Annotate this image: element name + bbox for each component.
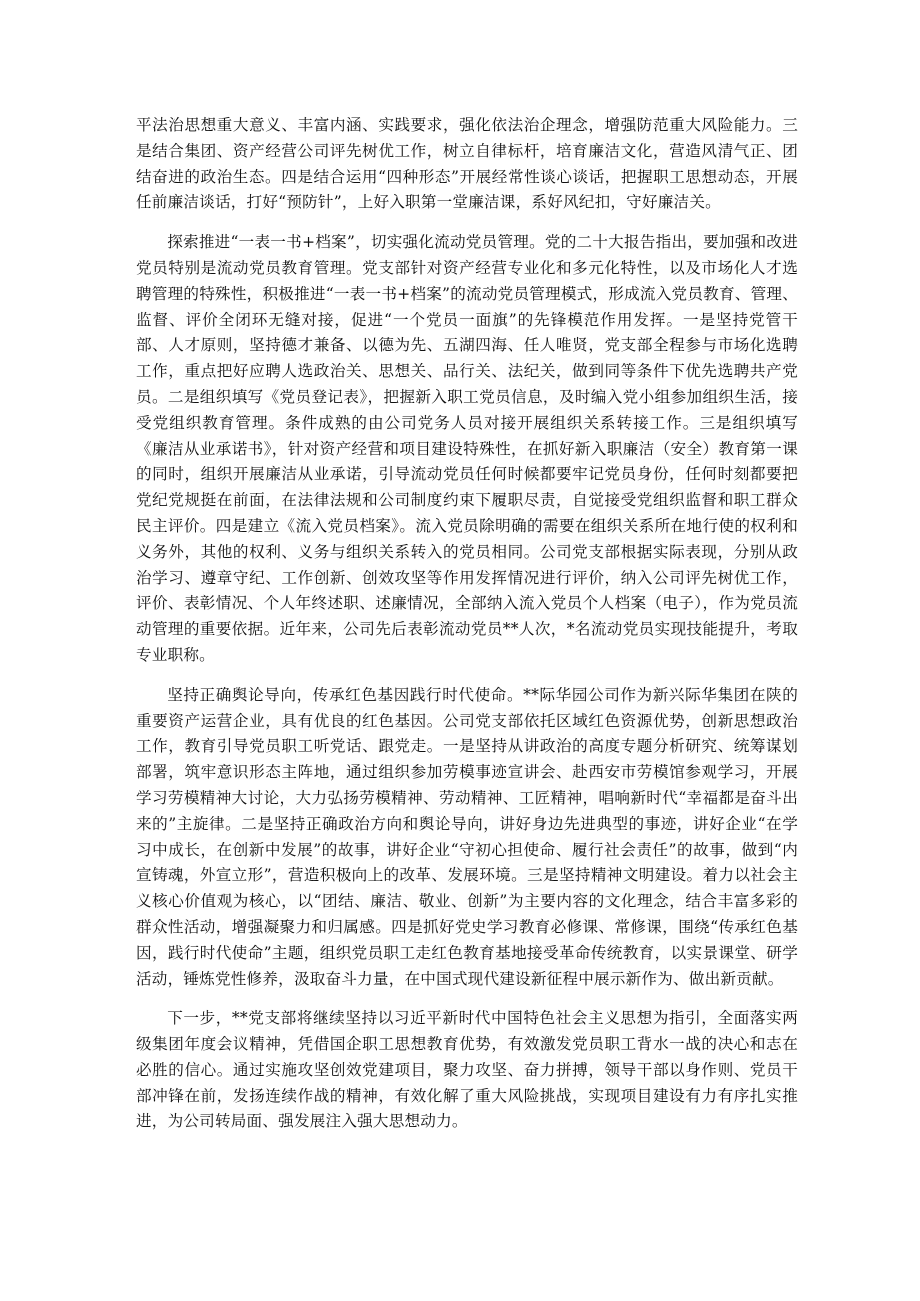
document-page xyxy=(136,113,798,1149)
paragraph-continuation: 平法治思想重大意义、丰富内涵、实践要求，强化依法治企理念，增强防范重大风险能力。三是结合集团、资产经营公司评先树优工作，树立自律标杆，培育廉洁文化，营造风清气正、团结奋进的政治生态。四是结合运用“四种形态”开展经常性谈心谈话，把握职工思想动态，开展任前廉洁谈话，打好“预防针”，上好入职第一堂廉洁课，系好风纪扣，守好廉洁关。 xyxy=(136,116,798,212)
paragraph-public-opinion: 坚持正确舆论导向，传承红色基因践行时代使命。**际华园公司作为新兴际华集团在陕的重要资产运营企业，具有优良的红色基因。公司党支部依托区域红色资源优势，创新思想政治工作，教育引导党员职工听党话、跟党走。一是坚持从讲政治的高度专题分析研究、统筹谋划部署，筑牢意识形态主阵地，通过组织参加劳模事迹宣讲会、赴西安市劳模馆参观学习，开展学习劳模精神大讨论，大力弘扬劳模精神、劳动精神、工匠精神，唱响新时代“幸福都是奋斗出来的”主旋律。二是坚持正确政治方向和舆论导向，讲好身边先进典型的事迹，讲好企业“在学习中成长，在创新中发展”的故事，讲好企业“守初心担使命、履行社会责任”的故事，做到“内宣铸魂，外宣立形”，营造积极向上的改革、发展环境。三是坚持精神文明建设。着力以社会主义核心价值观为核心，以“团结、廉洁、敬业、创新”为主要内容的文化理念，结合丰富多彩的群众性活动，增强凝聚力和归属感。四是抓好党史学习教育必修课、常修课，围绕“传承红色基因，践行时代使命”主题，组织党员职工走红色教育基地接受革命传统教育，以实景课堂、研学活动，锤炼党性修养，汲取奋斗力量，在中国式现代建设新征程中展示新作为、做出新贡献。 xyxy=(136,685,798,988)
paragraph-next-steps: 下一步，**党支部将继续坚持以习近平新时代中国特色社会主义思想为指引，全面落实两级集团年度会议精神，凭借国企职工思想教育优势，有效激发党员职工背水一战的决心和志在必胜的信心。通过实施攻坚创效党建项目，聚力攻坚、奋力拼搏，领导干部以身作则、党员干部冲锋在前，发扬连续作战的精神，有效化解了重大风险挑战，实现项目建设有力有序扎实推进，为公司转局面、强发展注入强大思想动力。 xyxy=(136,1009,798,1131)
paragraph-mobile-party-members: 探索推进“一表一书+档案”，切实强化流动党员管理。党的二十大报告指出，要加强和改进党员特别是流动党员教育管理。党支部针对资产经营专业化和多元化特性，以及市场化人才选聘管理的特殊性，积极推进“一表一书+档案”的流动党员管理模式，形成流入党员教育、管理、监督、评价全闭环无缝对接，促进“一个党员一面旗”的先锋模范作用发挥。一是坚持党管干部、人才原则，坚持德才兼备、以德为先、五湖四海、任人唯贤，党支部全程参与市场化选聘工作，重点把好应聘人选政治关、思想关、品行关、法纪关，做到同等条件下优先选聘共产党员。二是组织填写《党员登记表》，把握新入职工党员信息，及时编入党小组参加组织生活，接受党组织教育管理。条件成熟的由公司党务人员对接开展组织关系转接工作。三是组织填写《廉洁从业承诺书》，针对资产经营和项目建设特殊性，在抓好新入职廉洁（安全）教育第一课的同时，组织开展廉洁从业承诺，引导流动党员任何时候都要牢记党员身份，任何时刻都要把党纪党规挺在前面，在法律法规和公司制度约束下履职尽责，自觉接受党组织监督和职工群众民主评价。四是建立《流入党员档案》。流入党员除明确的需要在组织关系所在地行使的权利和义务外，其他的权利、义务与组织关系转入的党员相同。公司党支部根据实际表现，分别从政治学习、遵章守纪、工作创新、创效攻坚等作用发挥情况进行评价，纳入公司评先树优工作，评价、表彰情况、个人年终述职、述廉情况，全部纳入流入党员个人档案（电子），作为党员流动管理的重要依据。近年来，公司先后表彰流动党员**人次，*名流动党员实现技能提升，考取专业职称。 xyxy=(136,233,798,664)
